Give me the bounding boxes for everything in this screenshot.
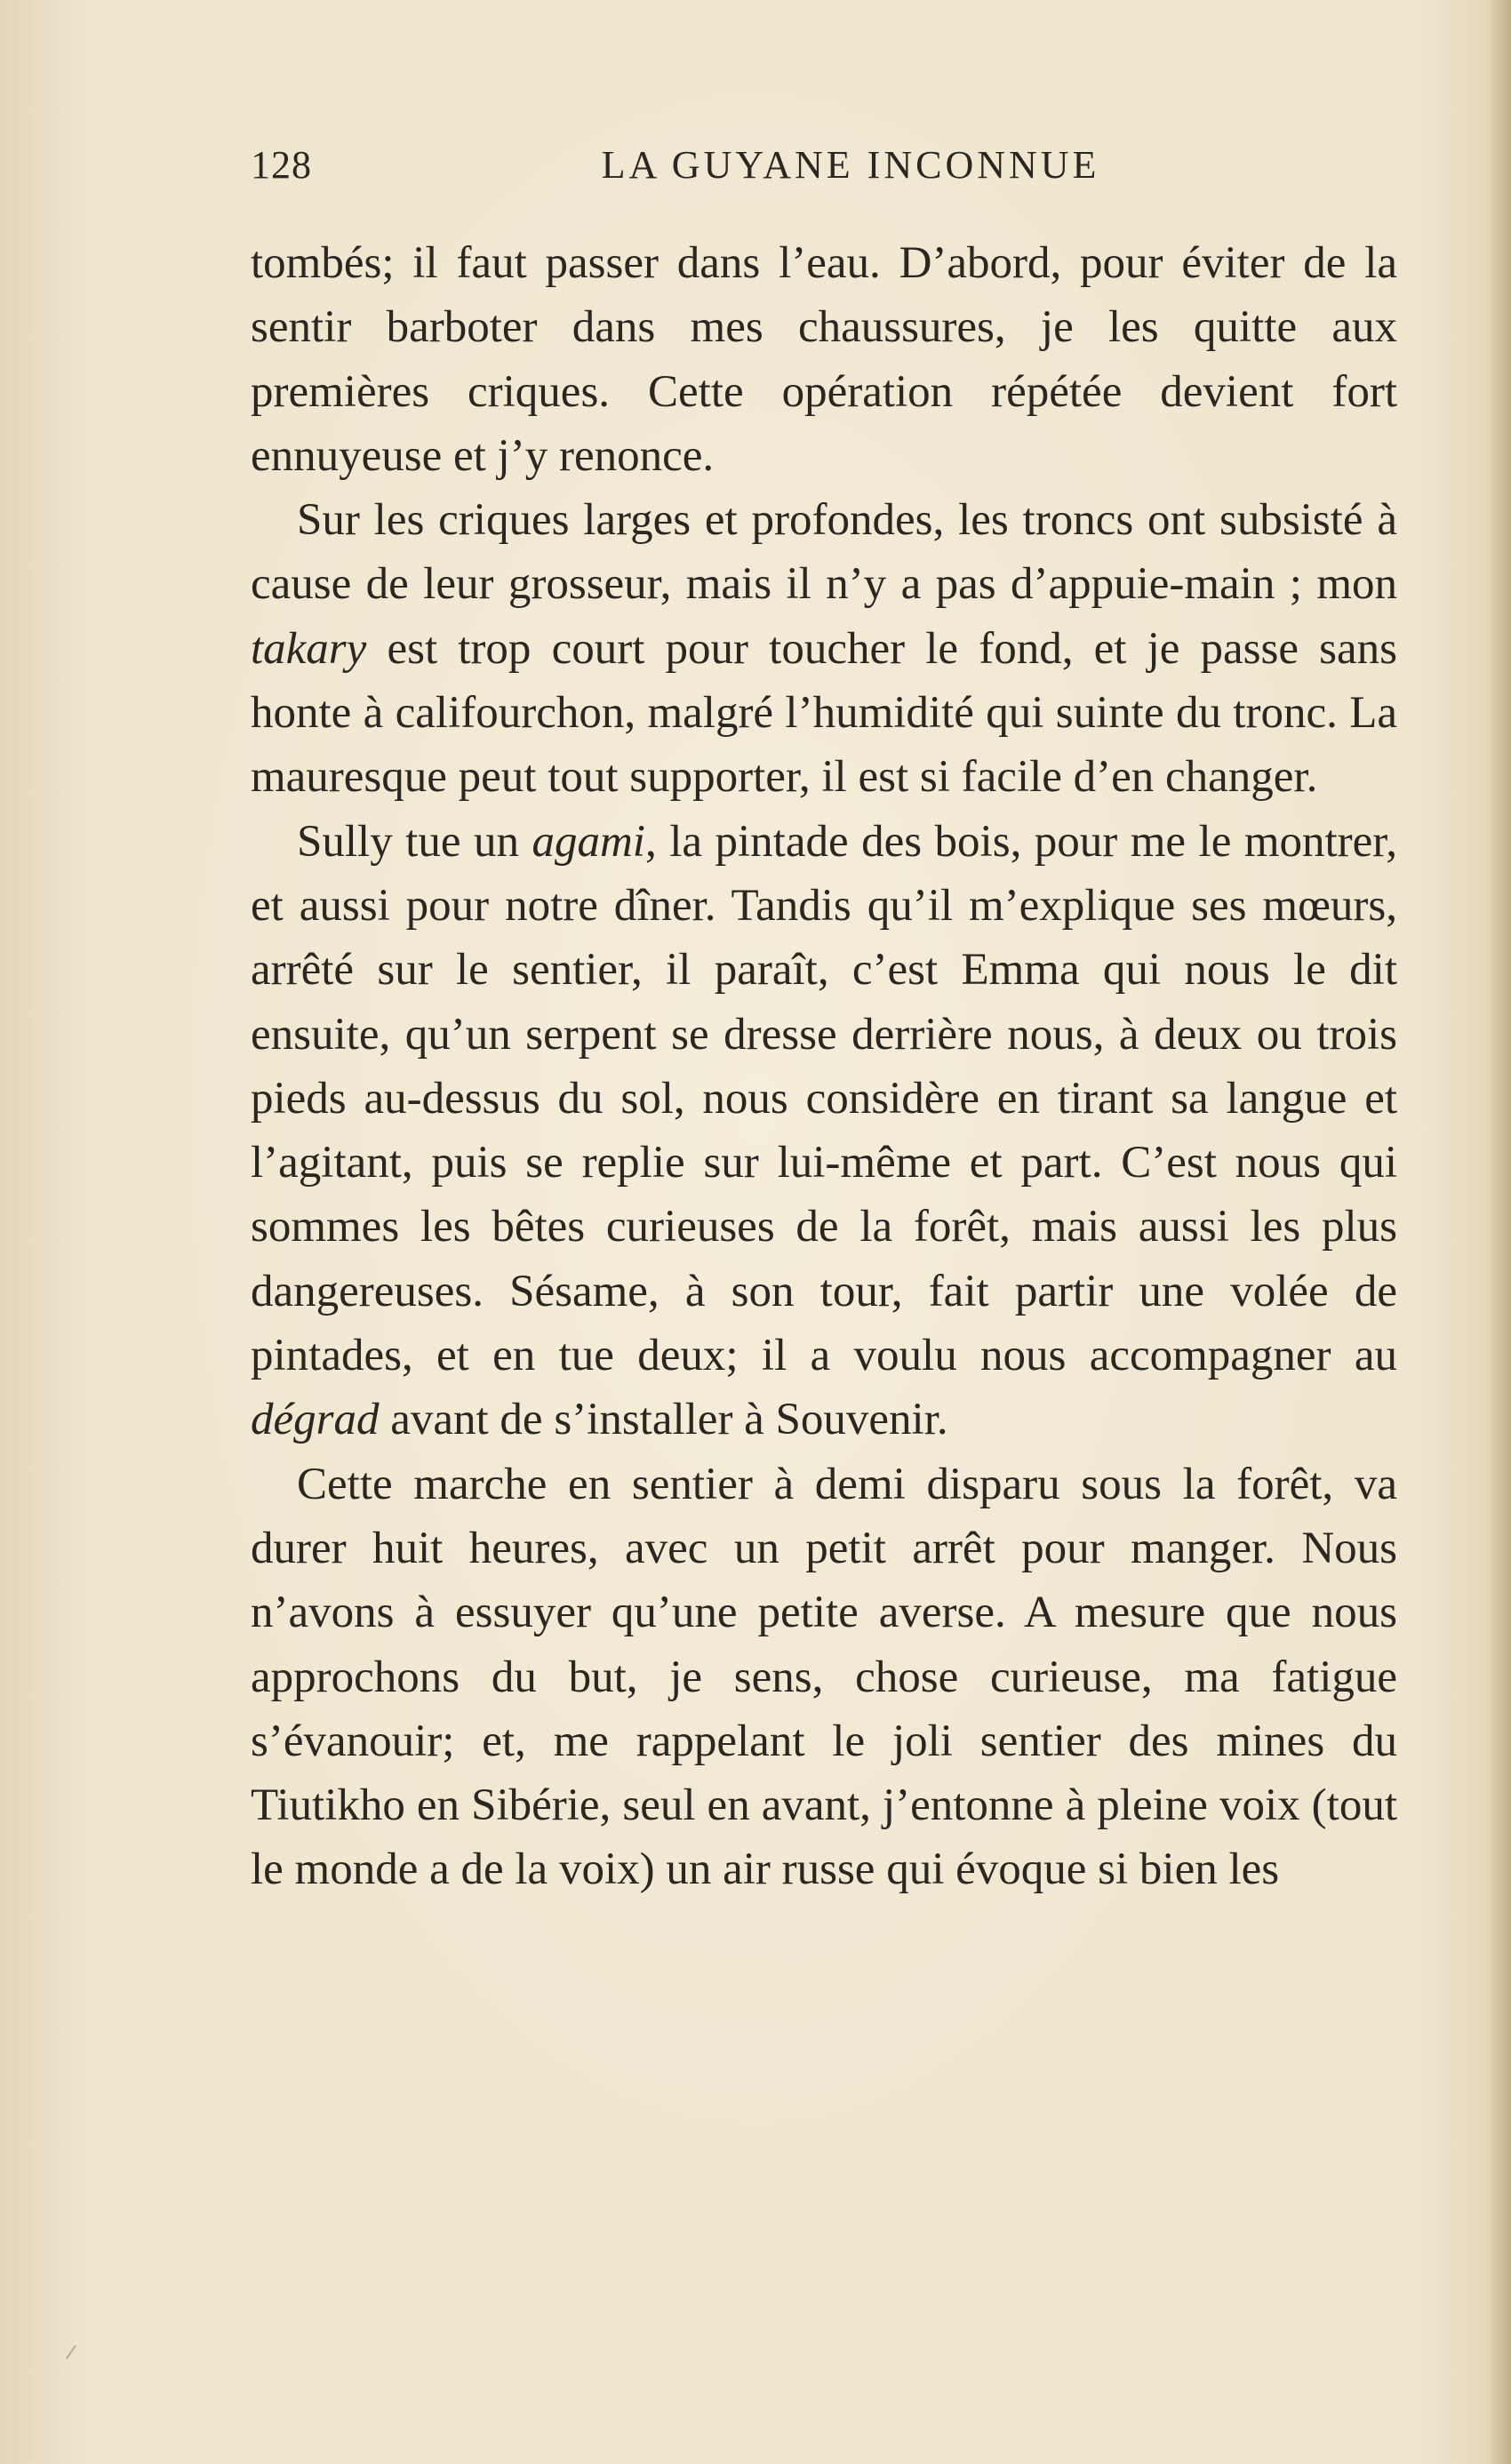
page-number: 128 [251, 143, 312, 187]
paragraph [251, 810, 1397, 1452]
text-run: , la pintade des bois, pour me le montrer, et aussi pour notre dîner. Tandis qu’il m’explique ses mœurs, arrêté sur le sentier, il paraît, c’est Emma qui nous le dit ensuite, qu’un serpent se dresse derrière nous, à deux ou trois pieds au-dessus du sol, nous considère en tirant sa langue et l’agitant, puis se replie sur lui-même et part. C’est nous qui sommes les bêtes curieuses de la forêt, mais aussi les plus dangereuses. Sésame, à son tour, fait partir une volée de pintades, et en tue deux; il a voulu nous accompagner au [251, 816, 1397, 1381]
page-edge-shadow [1488, 0, 1511, 2464]
paragraph [251, 231, 1397, 488]
running-header [251, 142, 1397, 196]
body-text [251, 231, 1397, 1902]
text-run: est trop court pour toucher le fond, et je passe sans honte à califourchon, malgré l’humidité qui suinte du tronc. La mauresque peut tout supporter, il est si facile d’en changer. [251, 623, 1397, 803]
text-run: avant de s’installer à Souvenir. [379, 1395, 948, 1445]
text-run: Sully tue un [297, 816, 532, 867]
running-title: LA GUYANE INCONNUE [601, 143, 1100, 187]
italic-term: takary [251, 623, 367, 674]
text-run: Sur les criques larges et profondes, les troncs ont subsisté à cause de leur grosseur, mais il n’y a pas d’appuie-main ; mon [251, 495, 1397, 610]
paragraph [251, 1452, 1397, 1902]
paragraph [251, 488, 1397, 809]
pencil-mark [66, 2345, 84, 2364]
italic-term: agami [532, 816, 645, 867]
text-run: Cette marche en sentier à demi disparu sous la forêt, va durer huit heures, avec un petit arrêt pour manger. Nous n’avons à essuyer qu’une petite averse. A mesure que nous approchons du but, je sens, chose curieuse, ma fatigue s’évanouir; et, me rappelant le joli sentier des mines du Tiutikho en Sibérie, seul en avant, j’entonne à pleine voix (tout le monde a de la voix) un air russe qui évoque si bien les [251, 1459, 1397, 1895]
text-run: tombés; il faut passer dans l’eau. D’abord, pour éviter de la sentir barboter dans mes chaussures, je les quitte aux premières criques. Cette opération répétée devient fort ennuyeuse et j’y renonce. [251, 238, 1397, 481]
italic-term: dégrad [251, 1395, 380, 1445]
